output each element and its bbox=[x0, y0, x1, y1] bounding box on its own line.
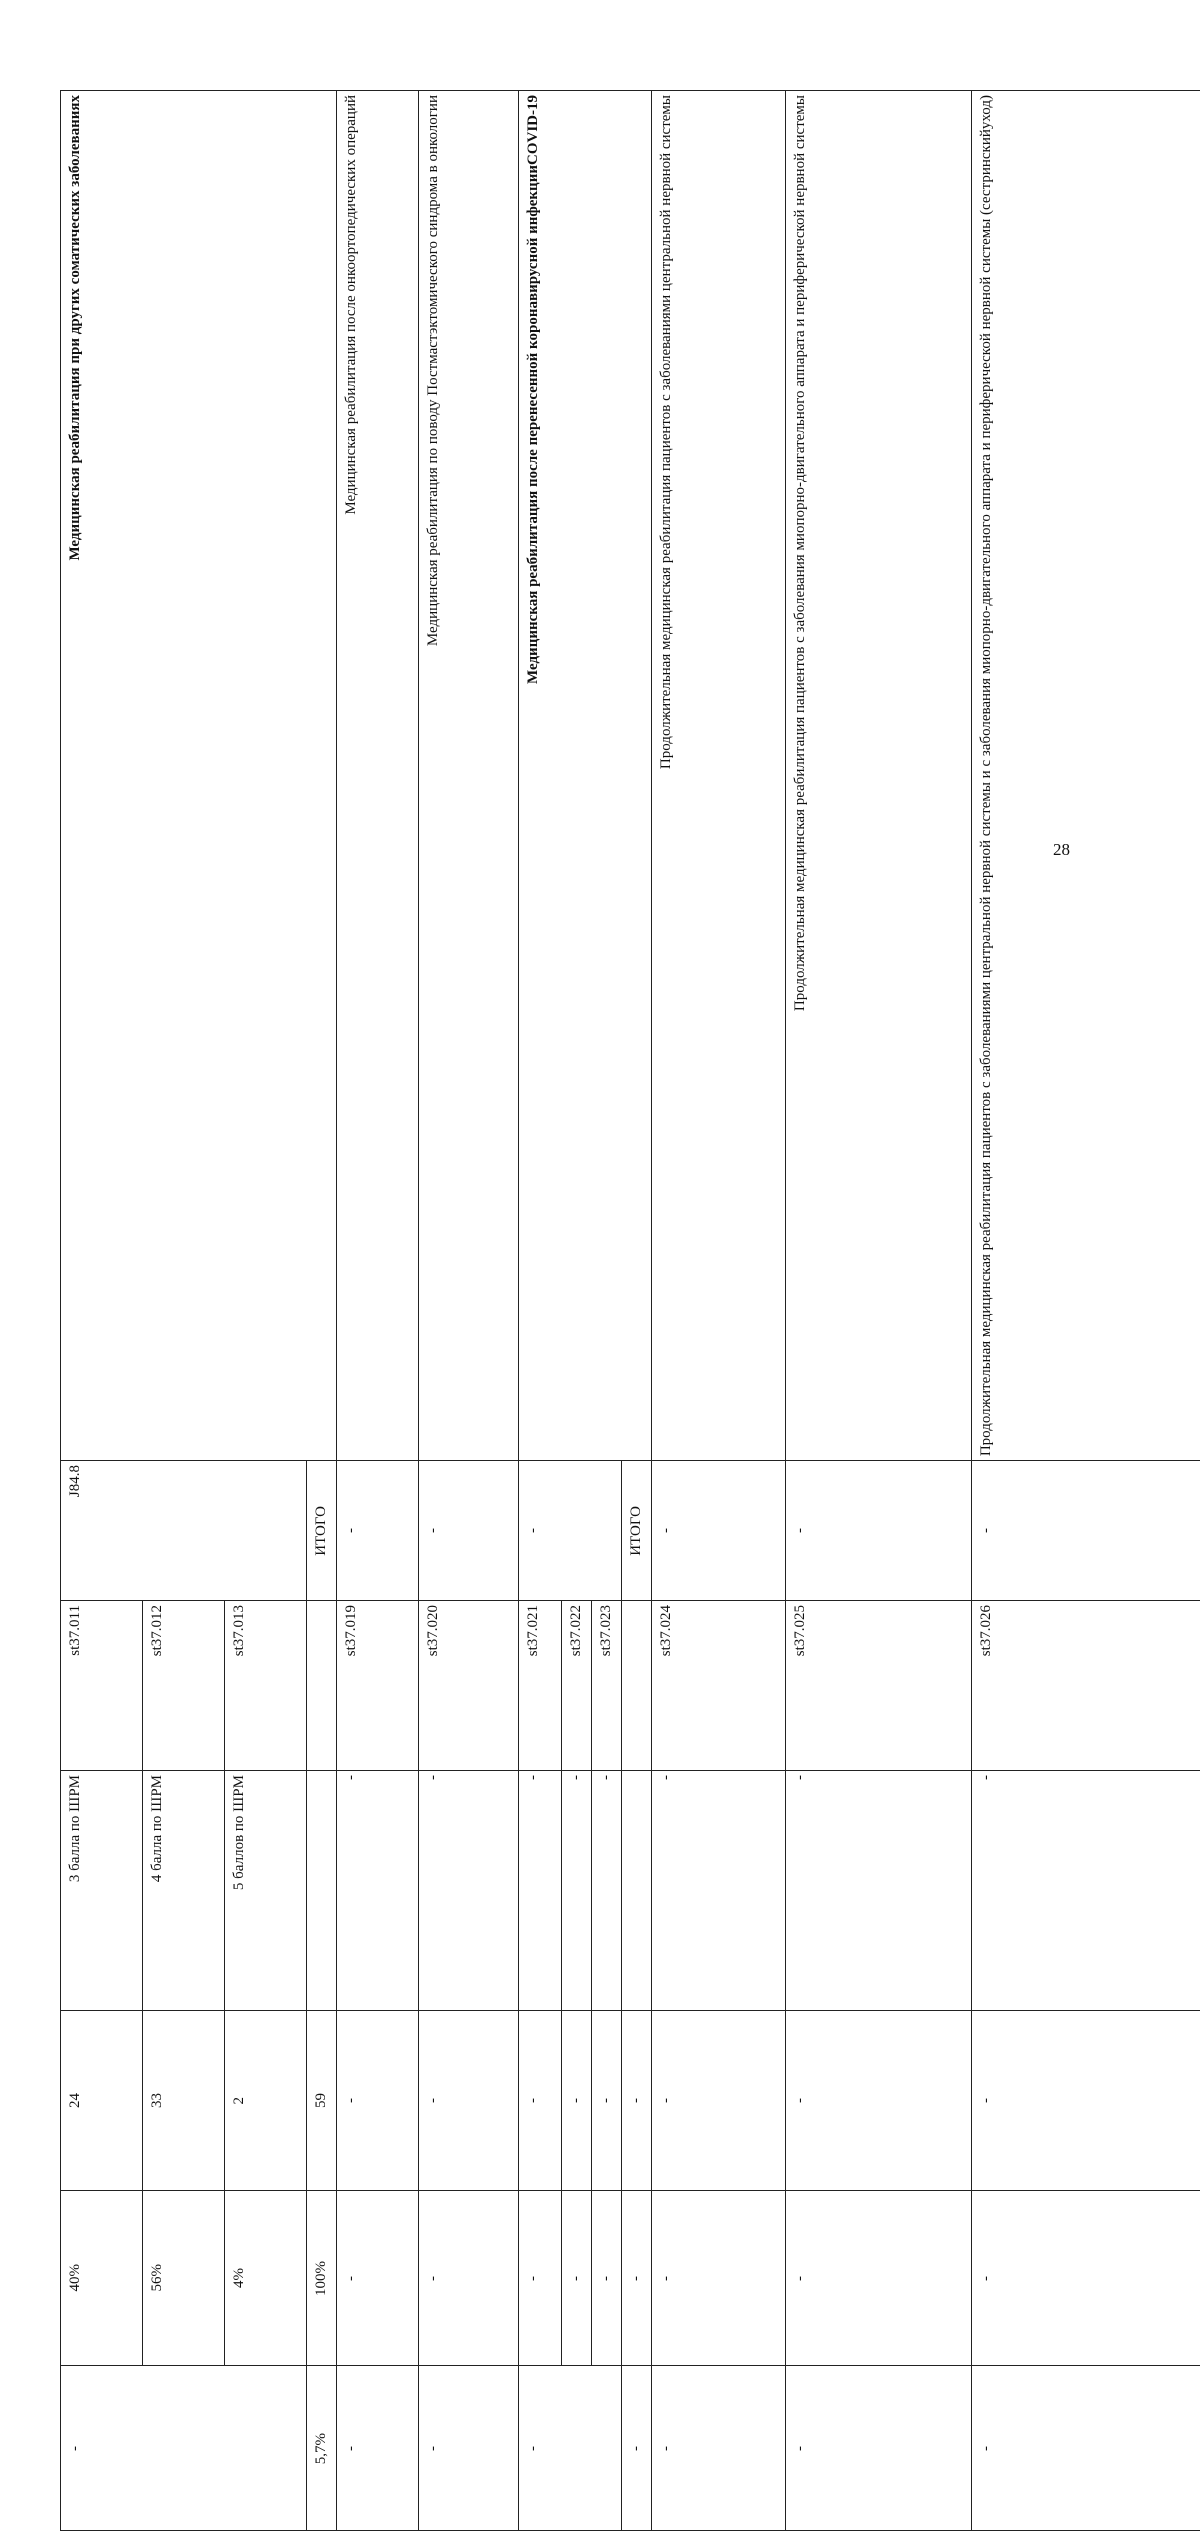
table-cell-pct bbox=[971, 2191, 1200, 2366]
table-cell-pct bbox=[337, 2191, 419, 2366]
table-cell-mkb bbox=[518, 1461, 622, 1601]
cell-text: - bbox=[425, 2276, 442, 2281]
table-cell-crit bbox=[971, 1771, 1200, 2011]
table-cell-ksg bbox=[971, 1601, 1200, 1771]
cell-text: st37.026 bbox=[978, 1605, 995, 1656]
cell-text: Медицинская реабилитация после онкоортопедических операций bbox=[343, 95, 360, 515]
table-cell-mkb bbox=[61, 1461, 307, 1601]
table-cell-share bbox=[307, 2366, 337, 2531]
table-cell-name bbox=[61, 91, 337, 1461]
table-cell-pct bbox=[518, 2191, 561, 2366]
cell-text: - bbox=[568, 2098, 585, 2103]
cell-text: - bbox=[978, 2276, 995, 2281]
cell-text: - bbox=[343, 2098, 360, 2103]
table-cell-count bbox=[518, 2011, 561, 2191]
cell-text: - bbox=[343, 1528, 360, 1533]
table-cell-crit bbox=[307, 1771, 337, 2011]
table-cell-mkb bbox=[622, 1461, 652, 1601]
table-cell-ksg bbox=[786, 1601, 972, 1771]
table-cell-crit bbox=[225, 1771, 307, 2011]
cell-text: 100% bbox=[313, 2261, 330, 2296]
cell-text: - bbox=[525, 1775, 542, 1780]
table-cell-ksg bbox=[591, 1601, 621, 1771]
cell-text: - bbox=[658, 1528, 675, 1533]
cell-text: - bbox=[343, 2446, 360, 2451]
table-cell-pct bbox=[622, 2191, 652, 2366]
table-cell-crit bbox=[622, 1771, 652, 2011]
cell-text: - bbox=[67, 2446, 84, 2451]
cell-text: 2 bbox=[231, 2097, 248, 2105]
criteria-row bbox=[61, 1771, 1200, 2011]
table-cell-share bbox=[337, 2366, 419, 2531]
table-cell-name bbox=[971, 91, 1200, 1461]
table-cell-crit bbox=[518, 1771, 561, 2011]
cell-text: st37.020 bbox=[425, 1605, 442, 1656]
cell-text: - bbox=[658, 2446, 675, 2451]
table-cell-count bbox=[591, 2011, 621, 2191]
table-cell-share bbox=[419, 2366, 518, 2531]
cell-text: - bbox=[568, 2276, 585, 2281]
table-cell-count bbox=[307, 2011, 337, 2191]
table-cell-share bbox=[786, 2366, 972, 2531]
cell-text: 40% bbox=[67, 2264, 84, 2292]
cell-text: Продолжительная медицинская реабилитация пациентов с заболеваниями центральной нервной системы и с заболевания миопорно-двигательного аппарата и периферической нервной системы (сестринскийуход) bbox=[978, 95, 995, 1456]
cell-text: st37.025 bbox=[792, 1605, 809, 1656]
table-cell-count bbox=[652, 2011, 786, 2191]
cell-text: st37.024 bbox=[658, 1605, 675, 1656]
ksg-row bbox=[61, 1601, 1200, 1771]
name-row bbox=[61, 91, 1200, 1461]
table-cell-share bbox=[971, 2366, 1200, 2531]
table-cell-crit bbox=[143, 1771, 225, 2011]
table-cell-pct bbox=[307, 2191, 337, 2366]
table-cell-count bbox=[143, 2011, 225, 2191]
table-cell-count bbox=[61, 2011, 143, 2191]
table-cell-ksg bbox=[622, 1601, 652, 1771]
table-cell-crit bbox=[786, 1771, 972, 2011]
table-cell-name bbox=[337, 91, 419, 1461]
mkb-row bbox=[61, 1461, 1200, 1601]
table-cell-pct bbox=[225, 2191, 307, 2366]
table-cell-mkb bbox=[307, 1461, 337, 1601]
cell-text: - bbox=[598, 2098, 615, 2103]
cell-text: Медицинская реабилитация при других соматических заболеваниях bbox=[67, 95, 84, 561]
table-cell-pct bbox=[652, 2191, 786, 2366]
page-number: 28 bbox=[1053, 840, 1070, 860]
cell-text: st37.021 bbox=[525, 1605, 542, 1656]
table-cell-name bbox=[786, 91, 972, 1461]
cell-text: - bbox=[792, 1528, 809, 1533]
cell-text: 24 bbox=[67, 2093, 84, 2108]
table-cell-name bbox=[419, 91, 518, 1461]
cell-text: - bbox=[628, 2098, 645, 2103]
table-cell-pct bbox=[591, 2191, 621, 2366]
table-cell-count bbox=[971, 2011, 1200, 2191]
cell-text: - bbox=[792, 2276, 809, 2281]
table-cell-pct bbox=[561, 2191, 591, 2366]
table-cell-ksg bbox=[652, 1601, 786, 1771]
cell-text: - bbox=[792, 2446, 809, 2451]
table-cell-ksg bbox=[419, 1601, 518, 1771]
table-cell-ksg bbox=[337, 1601, 419, 1771]
cell-text: 4 балла по ШРМ bbox=[149, 1775, 166, 1882]
table-cell-name bbox=[652, 91, 786, 1461]
table-cell-ksg bbox=[143, 1601, 225, 1771]
cell-text: - bbox=[978, 1528, 995, 1533]
cell-text: st37.023 bbox=[598, 1605, 615, 1656]
table-cell-name bbox=[518, 91, 652, 1461]
table-cell-crit bbox=[561, 1771, 591, 2011]
cell-text: - bbox=[658, 1775, 675, 1780]
table-cell-count bbox=[337, 2011, 419, 2191]
cell-text: 5 баллов по ШРМ bbox=[231, 1775, 248, 1890]
table-cell-crit bbox=[337, 1771, 419, 2011]
cell-text: st37.012 bbox=[149, 1605, 166, 1656]
table-cell-ksg bbox=[61, 1601, 143, 1771]
cell-text: - bbox=[598, 2276, 615, 2281]
table-cell-mkb bbox=[337, 1461, 419, 1601]
table-cell-count bbox=[622, 2011, 652, 2191]
table-cell-mkb bbox=[971, 1461, 1200, 1601]
table-cell-count bbox=[225, 2011, 307, 2191]
cell-text: ИТОГО bbox=[313, 1506, 330, 1556]
cell-text: - bbox=[525, 2098, 542, 2103]
cell-text: - bbox=[978, 2446, 995, 2451]
cell-text: st37.013 bbox=[231, 1605, 248, 1656]
cell-text: J84.8 bbox=[67, 1465, 84, 1497]
cell-text: 3 балла по ШРМ bbox=[67, 1775, 84, 1882]
table-cell-count bbox=[786, 2011, 972, 2191]
cell-text: - bbox=[343, 1775, 360, 1780]
table-cell-count bbox=[419, 2011, 518, 2191]
cell-text: Медицинская реабилитация после перенесенной коронавирусной инфекцииCOVID-19 bbox=[525, 95, 542, 684]
table-cell-ksg bbox=[518, 1601, 561, 1771]
table-cell-ksg bbox=[225, 1601, 307, 1771]
cell-text: st37.011 bbox=[67, 1605, 84, 1656]
cell-text: 56% bbox=[149, 2264, 166, 2292]
percent-row bbox=[61, 2191, 1200, 2366]
table-cell-pct bbox=[61, 2191, 143, 2366]
table-cell-share bbox=[652, 2366, 786, 2531]
table-cell-crit bbox=[61, 1771, 143, 2011]
cell-text: 33 bbox=[149, 2093, 166, 2108]
table-cell-ksg bbox=[307, 1601, 337, 1771]
table-cell-pct bbox=[143, 2191, 225, 2366]
table-cell-mkb bbox=[419, 1461, 518, 1601]
cell-text: - bbox=[525, 1528, 542, 1533]
cell-text: - bbox=[658, 2276, 675, 2281]
cell-text: st37.022 bbox=[568, 1605, 585, 1656]
table-cell-crit bbox=[419, 1771, 518, 2011]
cell-text: ИТОГО bbox=[628, 1506, 645, 1556]
cell-text: Продолжительная медицинская реабилитация пациентов с заболевания миопорно-двигательного аппарата и периферической нервной системы bbox=[792, 95, 809, 1011]
table-cell-crit bbox=[591, 1771, 621, 2011]
cell-text: - bbox=[425, 1528, 442, 1533]
table-cell-pct bbox=[419, 2191, 518, 2366]
cell-text: - bbox=[978, 1775, 995, 1780]
cell-text: - bbox=[425, 2098, 442, 2103]
rehabilitation-table bbox=[60, 90, 1200, 2531]
table-cell-share bbox=[622, 2366, 652, 2531]
cell-text: st37.019 bbox=[343, 1605, 360, 1656]
table-cell-crit bbox=[652, 1771, 786, 2011]
cell-text: 59 bbox=[313, 2093, 330, 2108]
cell-text: - bbox=[525, 2446, 542, 2451]
cell-text: - bbox=[425, 1775, 442, 1780]
cell-text: 5,7% bbox=[313, 2433, 330, 2464]
cell-text: - bbox=[568, 1775, 585, 1780]
cell-text: - bbox=[628, 2446, 645, 2451]
table-cell-ksg bbox=[561, 1601, 591, 1771]
table-cell-share bbox=[61, 2366, 307, 2531]
cell-text: - bbox=[525, 2276, 542, 2281]
cell-text: - bbox=[425, 2446, 442, 2451]
table-cell-mkb bbox=[786, 1461, 972, 1601]
cell-text: Продолжительная медицинская реабилитация пациентов с заболеваниями центральной нервной системы bbox=[658, 95, 675, 769]
table-cell-share bbox=[518, 2366, 622, 2531]
cell-text: Медицинская реабилитация по поводу Постмастэктомического синдрома в онкологии bbox=[425, 95, 442, 646]
share-row bbox=[61, 2366, 1200, 2531]
table-cell-mkb bbox=[652, 1461, 786, 1601]
cell-text: 4% bbox=[231, 2268, 248, 2288]
count-row bbox=[61, 2011, 1200, 2191]
table-cell-count bbox=[561, 2011, 591, 2191]
cell-text: - bbox=[343, 2276, 360, 2281]
cell-text: - bbox=[658, 2098, 675, 2103]
cell-text: - bbox=[792, 2098, 809, 2103]
table-cell-pct bbox=[786, 2191, 972, 2366]
cell-text: - bbox=[978, 2098, 995, 2103]
cell-text: - bbox=[628, 2276, 645, 2281]
cell-text: - bbox=[598, 1775, 615, 1780]
cell-text: - bbox=[792, 1775, 809, 1780]
